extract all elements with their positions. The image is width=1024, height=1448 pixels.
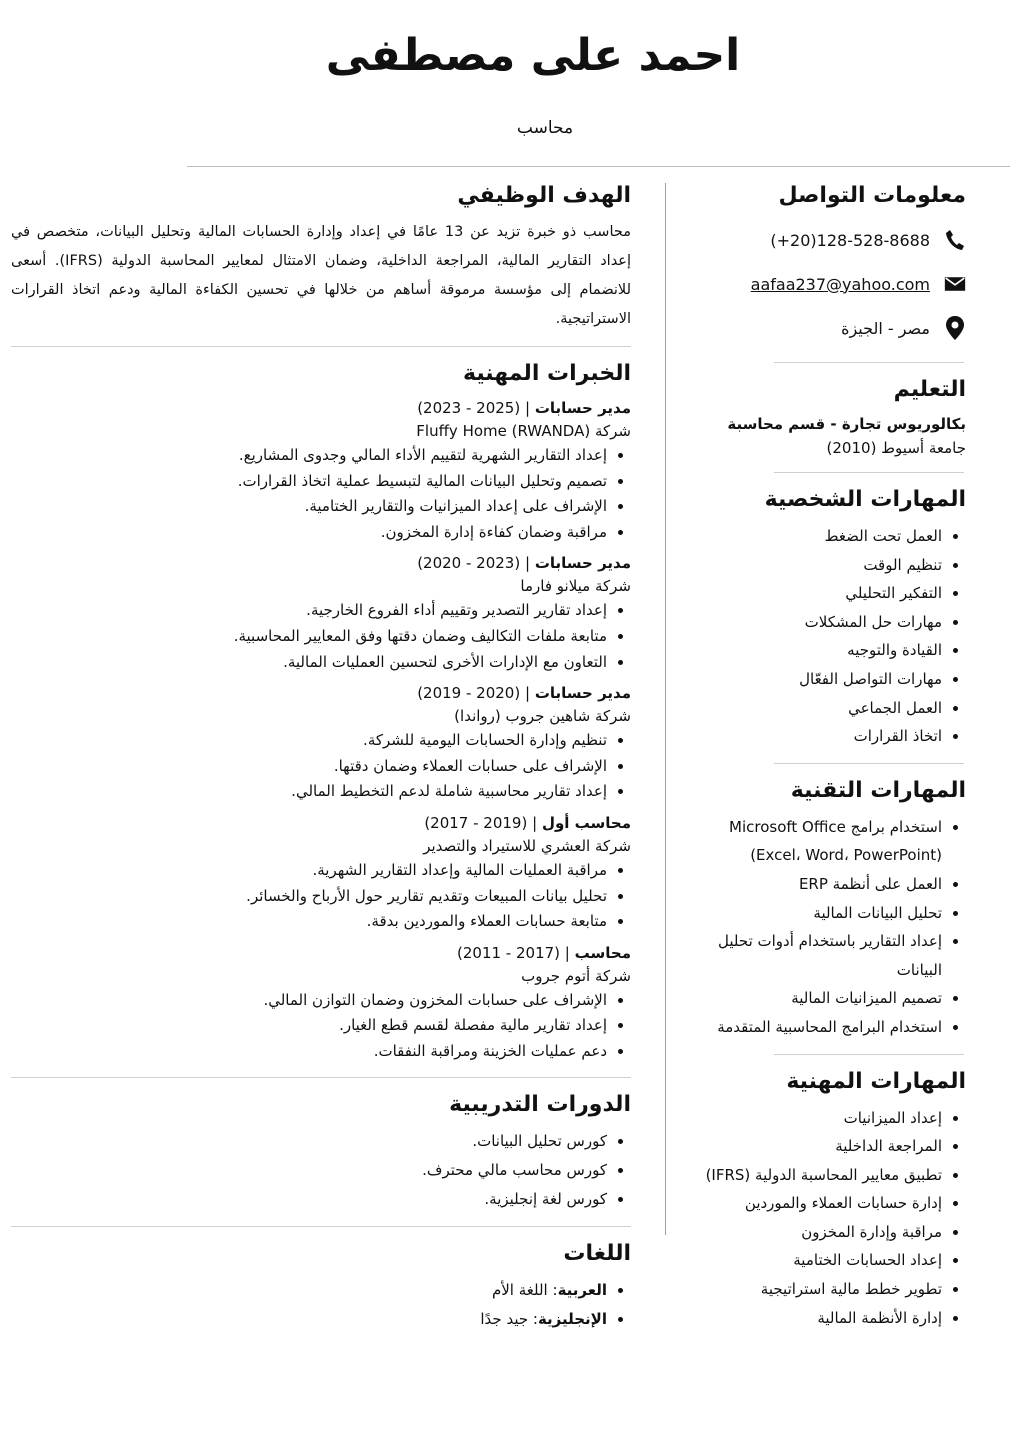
list-item: • كورس تحليل البيانات. bbox=[11, 1127, 607, 1156]
list-item: • التفكير التحليلي bbox=[678, 579, 942, 608]
list-item: • اتخاذ القرارات bbox=[678, 722, 942, 751]
job-company: شركة أتوم جروب bbox=[521, 966, 631, 985]
courses-list bbox=[11, 1127, 631, 1214]
list-item: • متابعة حسابات العملاء والموردين بدقة. bbox=[11, 909, 607, 935]
sidebar bbox=[678, 183, 966, 1332]
job-duties bbox=[11, 988, 631, 1065]
soft-skills-list bbox=[678, 522, 966, 751]
main-column bbox=[11, 183, 631, 1334]
section-divider bbox=[774, 1054, 964, 1055]
list-item: • تطوير خطط مالية استراتيجية bbox=[678, 1275, 942, 1304]
list-item bbox=[11, 1276, 607, 1305]
section-divider bbox=[11, 1077, 631, 1078]
job-company: شركة ميلانو فارما bbox=[520, 577, 631, 596]
list-item: • الإشراف على حسابات المخزون وضمان التوازن المالي. bbox=[11, 988, 607, 1014]
list-item: • الإشراف على حسابات العملاء وضمان دقتها. bbox=[11, 754, 607, 780]
experience-section bbox=[11, 361, 631, 1065]
job-duties bbox=[11, 598, 631, 675]
job-period: (2011 - 2017) bbox=[457, 943, 561, 962]
candidate-name: احمد على مصطفى bbox=[325, 30, 741, 81]
section-divider bbox=[774, 362, 964, 363]
job-period: (2017 - 2019) bbox=[424, 813, 528, 832]
list-item: • مراقبة العمليات المالية وإعداد التقارير الشهرية. bbox=[11, 858, 607, 884]
education-degree: بكالوريوس تجارة - قسم محاسبة bbox=[727, 415, 966, 433]
courses-heading: الدورات التدريبية bbox=[449, 1091, 631, 1117]
location-text: مصر - الجيزة bbox=[841, 318, 930, 338]
job-entry bbox=[11, 551, 631, 675]
professional-skills-section bbox=[678, 1069, 966, 1333]
job-separator: | bbox=[527, 813, 542, 832]
tech-skills-list bbox=[678, 813, 966, 1042]
contact-section bbox=[678, 183, 966, 350]
list-item: • كورس محاسب مالي محترف. bbox=[11, 1156, 607, 1185]
soft-skills-section bbox=[678, 487, 966, 751]
contact-location bbox=[678, 306, 966, 350]
job-period: (2023 - 2025) bbox=[417, 399, 521, 417]
language-name: الإنجليزية bbox=[537, 1309, 607, 1328]
job-role: مدير حسابات bbox=[534, 684, 631, 703]
list-item: • استخدام البرامج المحاسبية المتقدمة bbox=[678, 1013, 942, 1042]
list-item: • إدارة حسابات العملاء والموردين bbox=[678, 1189, 942, 1218]
list-item: • التعاون مع الإدارات الأخرى لتحسين العمليات المالية. bbox=[11, 650, 607, 676]
tech-skills-heading: المهارات التقنية bbox=[790, 777, 966, 803]
job-company: شركة العشري للاستيراد والتصدير bbox=[423, 836, 631, 855]
job-title: محاسب bbox=[516, 118, 574, 138]
map-pin-icon bbox=[944, 317, 966, 339]
list-item: • العمل على أنظمة ERP bbox=[678, 870, 942, 899]
list-item: • المراجعة الداخلية bbox=[678, 1132, 942, 1161]
objective-heading: الهدف الوظيفي bbox=[457, 183, 631, 208]
list-item: • إعداد تقارير محاسبية شاملة لدعم التخطيط المالي. bbox=[11, 779, 607, 805]
courses-section bbox=[11, 1092, 631, 1214]
job-header bbox=[11, 396, 631, 420]
professional-skills-list bbox=[678, 1104, 966, 1333]
list-item: • مهارات حل المشكلات bbox=[678, 608, 942, 637]
list-item: • تحليل بيانات المبيعات وتقديم تقارير حول الأرباح والخسائر. bbox=[11, 884, 607, 910]
contact-email bbox=[678, 262, 966, 306]
language-name: العربية bbox=[557, 1280, 607, 1299]
phone-icon bbox=[944, 229, 966, 251]
list-item: • دعم عمليات الخزينة ومراقبة النفقات. bbox=[11, 1039, 607, 1065]
job-duties bbox=[11, 858, 631, 935]
list-item: • تنظيم الوقت bbox=[678, 551, 942, 580]
list-item: • متابعة ملفات التكاليف وضمان دقتها وفق المعايير المحاسبية. bbox=[11, 624, 607, 650]
list-item: • إعداد تقارير مالية مفصلة لقسم قطع الغيار. bbox=[11, 1013, 607, 1039]
education-school: جامعة أسيوط (2010) bbox=[826, 439, 966, 457]
job-role: مدير حسابات bbox=[534, 554, 631, 573]
job-company: شركة Fluffy Home (RWANDA) bbox=[416, 422, 631, 440]
list-item: • تصميم الميزانيات المالية bbox=[678, 984, 942, 1013]
job-role: محاسب أول bbox=[541, 813, 631, 832]
job-header bbox=[11, 941, 631, 965]
education-heading: التعليم bbox=[893, 377, 966, 402]
section-divider bbox=[774, 763, 964, 764]
list-item bbox=[11, 1305, 607, 1334]
header-divider bbox=[187, 166, 1010, 167]
list-item: • إعداد التقارير الشهرية لتقييم الأداء المالي وجدوى المشاريع. bbox=[11, 443, 607, 469]
list-item: • إعداد الحسابات الختامية bbox=[678, 1246, 942, 1275]
phone-number: (+20)128-528-8688 bbox=[770, 230, 930, 250]
languages-section bbox=[11, 1241, 631, 1334]
list-item: • تطبيق معايير المحاسبة الدولية (IFRS) bbox=[678, 1161, 942, 1190]
job-entry bbox=[11, 811, 631, 935]
list-item: • مراقبة وإدارة المخزون bbox=[678, 1218, 942, 1247]
section-divider bbox=[11, 1226, 631, 1227]
list-item: • تصميم وتحليل البيانات المالية لتبسيط عملية اتخاذ القرارات. bbox=[11, 469, 607, 495]
contact-phone bbox=[678, 218, 966, 262]
language-level: : اللغة الأم bbox=[491, 1280, 558, 1299]
job-header bbox=[11, 681, 631, 705]
languages-list bbox=[11, 1276, 631, 1334]
list-item: • تحليل البيانات المالية bbox=[678, 899, 942, 928]
list-item: • القيادة والتوجيه bbox=[678, 636, 942, 665]
objective-section bbox=[11, 183, 631, 334]
contact-heading: معلومات التواصل bbox=[778, 183, 966, 208]
job-separator: | bbox=[520, 684, 535, 703]
job-duties bbox=[11, 443, 631, 545]
job-header bbox=[11, 551, 631, 575]
envelope-icon bbox=[944, 273, 966, 295]
list-item: • إدارة الأنظمة المالية bbox=[678, 1304, 942, 1333]
education-section bbox=[678, 377, 966, 460]
tech-skills-section bbox=[678, 778, 966, 1042]
job-separator: | bbox=[560, 943, 575, 962]
list-item: • استخدام برامج Microsoft Office (Excel، Word، PowerPoint) bbox=[678, 813, 942, 870]
list-item: • مراقبة وضمان كفاءة إدارة المخزون. bbox=[11, 520, 607, 546]
job-role: مدير حسابات bbox=[534, 399, 631, 417]
job-period: (2019 - 2020) bbox=[417, 684, 521, 703]
list-item: • الإشراف على إعداد الميزانيات والتقارير الختامية. bbox=[11, 494, 607, 520]
languages-heading: اللغات bbox=[563, 1240, 631, 1266]
section-divider bbox=[774, 472, 964, 473]
email-link[interactable]: aafaa237@yahoo.com bbox=[750, 274, 930, 294]
job-entry bbox=[11, 681, 631, 805]
experience-heading: الخبرات المهنية bbox=[462, 361, 631, 386]
job-header bbox=[11, 811, 631, 835]
list-item: • مهارات التواصل الفعّال bbox=[678, 665, 942, 694]
list-item: • إعداد تقارير التصدير وتقييم أداء الفروع الخارجية. bbox=[11, 598, 607, 624]
list-item: • العمل تحت الضغط bbox=[678, 522, 942, 551]
job-separator: | bbox=[520, 554, 535, 573]
list-item: • تنظيم وإدارة الحسابات اليومية للشركة. bbox=[11, 728, 607, 754]
language-level: : جيد جدًا bbox=[480, 1309, 538, 1328]
list-item: • العمل الجماعي bbox=[678, 694, 942, 723]
job-period: (2020 - 2023) bbox=[417, 554, 521, 573]
soft-skills-heading: المهارات الشخصية bbox=[764, 487, 966, 512]
list-item: • إعداد التقارير باستخدام أدوات تحليل البيانات bbox=[678, 927, 942, 984]
job-entry bbox=[11, 941, 631, 1065]
job-separator: | bbox=[520, 399, 535, 417]
list-item: • إعداد الميزانيات bbox=[678, 1104, 942, 1133]
job-role: محاسب bbox=[574, 943, 631, 962]
job-entry bbox=[11, 396, 631, 545]
list-item: • كورس لغة إنجليزية. bbox=[11, 1185, 607, 1214]
job-duties bbox=[11, 728, 631, 805]
section-divider bbox=[11, 346, 631, 347]
job-company: شركة شاهين جروب (رواندا) bbox=[454, 707, 631, 726]
professional-skills-heading: المهارات المهنية bbox=[786, 1068, 966, 1094]
objective-text: محاسب ذو خبرة تزيد عن 13 عامًا في إعداد وإدارة الحسابات المالية وتحليل البيانات، متخصص في إعداد التقارير المالية، المراجعة الداخلية، وضمان الامتثال لمعايير المحاسبة الدولية (IFRS). أسعى للانضمام إلى مؤسسة مرموقة أساهم من خلالها في تحسين الكفاءة المالية ودعم اتخاذ القرارات الاستراتيجية. bbox=[11, 224, 631, 327]
column-divider bbox=[665, 183, 666, 1235]
